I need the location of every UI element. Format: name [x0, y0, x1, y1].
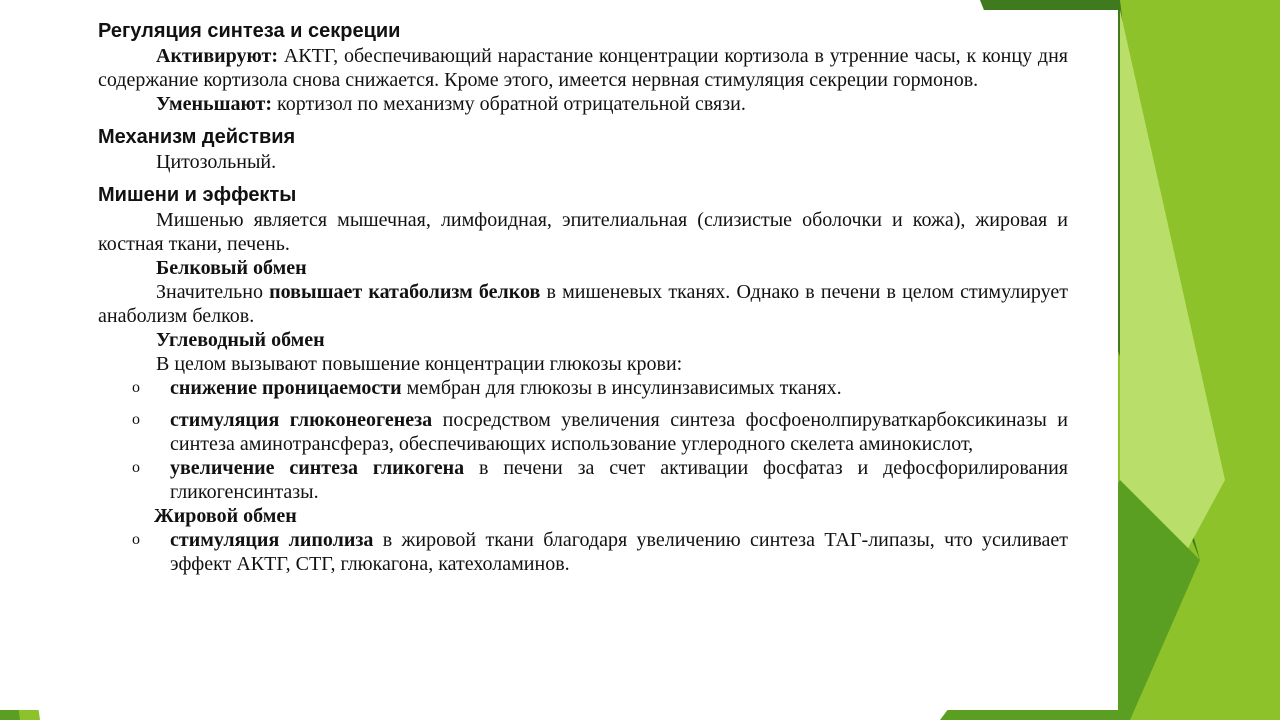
- list-item: [98, 456, 1068, 504]
- bullet-marker: o: [132, 531, 140, 548]
- bullet-marker: o: [132, 459, 140, 476]
- bullet-bold: стимуляция глюконеогенеза: [170, 409, 433, 431]
- paragraph-mechanism: Цитозольный.: [156, 151, 277, 173]
- list-item: [98, 408, 1068, 456]
- protein-bold: повышает катаболизм белков: [269, 281, 541, 303]
- subtitle-fat: Жировой обмен: [154, 505, 297, 527]
- protein-pre: Значительно: [156, 281, 270, 303]
- section-title-regulation: Регуляция синтеза и секреции: [98, 20, 401, 42]
- bullet-bold: увеличение синтеза гликогена: [170, 457, 465, 479]
- reduce-lead: Уменьшают:: [156, 93, 273, 115]
- bullet-marker: o: [132, 411, 140, 428]
- activate-lead: Активируют:: [156, 45, 279, 67]
- subtitle-carb: Углеводный обмен: [156, 329, 325, 351]
- list-item: [98, 528, 1068, 576]
- paragraph-carb-intro: В целом вызывают повышение концентрации глюкозы крови:: [156, 353, 683, 375]
- paragraph-reduce: [98, 92, 1068, 116]
- subtitle-protein: Белковый обмен: [156, 257, 307, 279]
- section-title-targets: Мишени и эффекты: [98, 184, 297, 206]
- bullet-text: посредством увеличения синтеза фосфоенолпируваткарбоксикиназы и синтеза аминотрансфераз, обеспечивающих использование углеродного скелета аминокислот,: [170, 409, 1068, 455]
- paragraph-protein: [98, 280, 1068, 328]
- activate-text: АКТГ, обеспечивающий нарастание концентрации кортизола в утренние часы, к концу дня содержание кортизола снова снижается. Кроме этого, имеется нервная стимуляция секреции гормонов.: [98, 45, 1068, 91]
- bullet-text: мембран для глюкозы в инсулинзависимых тканях.: [401, 377, 842, 399]
- list-item: [98, 376, 1068, 400]
- protein-post: в мишеневых тканях. Однако в печени в целом стимулирует анаболизм белков.: [98, 281, 1068, 327]
- fat-bullet-list: [98, 528, 1068, 576]
- bullet-marker: o: [132, 379, 140, 396]
- section-title-mechanism: Механизм действия: [98, 126, 296, 148]
- paragraph-targets-intro: Мишенью является мышечная, лимфоидная, эпителиальная (слизистые оболочки и кожа), жировая и костная ткани, печень.: [98, 209, 1068, 255]
- bullet-text: в жировой ткани благодаря увеличению синтеза ТАГ-липазы, что усиливает эффект АКТГ, СТГ, глюкагона, катехоламинов.: [170, 529, 1068, 575]
- bullet-bold: снижение проницаемости: [170, 377, 402, 399]
- bullet-text: в печени за счет активации фосфатаз и дефосфорилирования гликогенсинтазы.: [170, 457, 1069, 503]
- paragraph-activate: [98, 44, 1068, 92]
- carb-bullet-list: [98, 376, 1068, 504]
- reduce-text: кортизол по механизму обратной отрицательной связи.: [272, 93, 746, 115]
- bullet-bold: стимуляция липолиза: [170, 529, 374, 551]
- document-page: [0, 10, 1118, 710]
- document-content: [98, 18, 1068, 576]
